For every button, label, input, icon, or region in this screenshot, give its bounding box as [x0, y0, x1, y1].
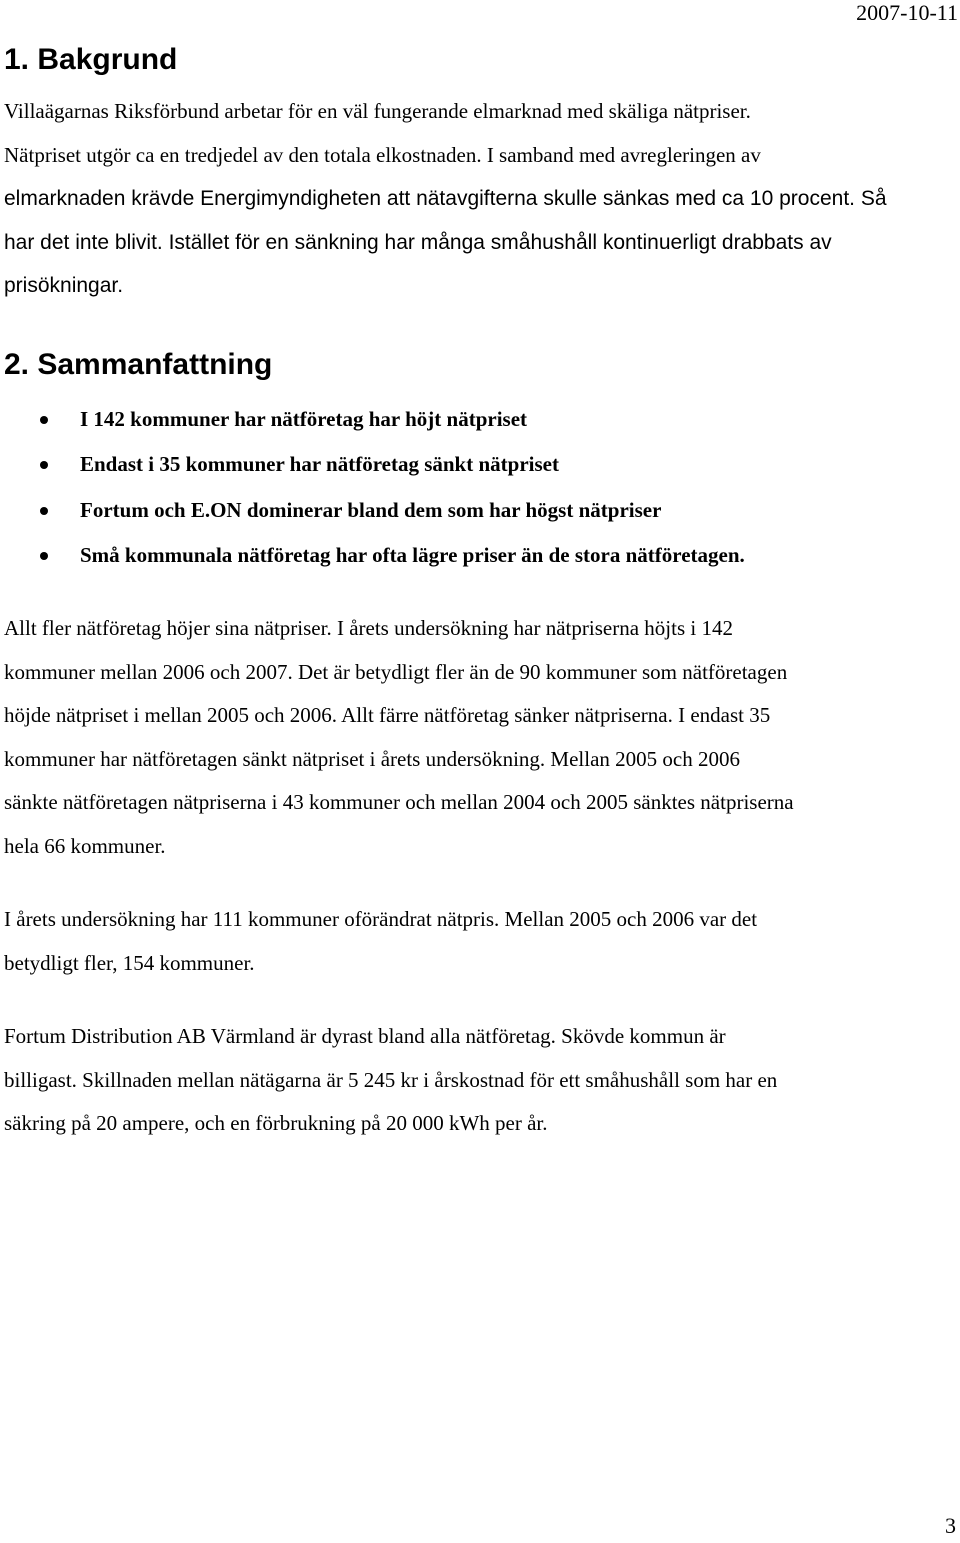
text-line: Fortum Distribution AB Värmland är dyrast bland alla nätföretag. Skövde kommun är	[4, 1024, 726, 1048]
bullet-icon	[40, 552, 48, 560]
text-line: kommuner har nätföretagen sänkt nätpriset i årets undersökning. Mellan 2005 och 2006	[4, 746, 740, 771]
bullet-text: I 142 kommuner har nätföretag har höjt nätpriset	[80, 407, 528, 431]
bullet-icon	[40, 416, 48, 424]
bullet-icon	[40, 507, 48, 515]
text-line: I årets undersökning har 111 kommuner oförändrat nätpris. Mellan 2005 och 2006 var det	[4, 907, 758, 931]
text-line: billigast. Skillnaden mellan nätägarna är 5 245 kr i årskostnad för ett småhushåll som har en	[4, 1067, 778, 1092]
paragraph-unchanged-prices	[4, 898, 960, 985]
text-line: säkring på 20 ampere, och en förbrukning på 20 000 kWh per år.	[4, 1111, 548, 1135]
bullet-text: Endast i 35 kommuner har nätföretag sänkt nätpriset	[80, 452, 559, 477]
list-item	[0, 442, 745, 487]
heading-bakgrund: 1. Bakgrund	[4, 43, 178, 76]
list-item	[0, 488, 745, 533]
text-line: höjde nätpriset i mellan 2005 och 2006. Allt färre nätföretag sänker nätpriserna. I endast 35	[4, 703, 771, 727]
text-line: kommuner mellan 2006 och 2007. Det är betydligt fler än de 90 kommuner som nätföretagen	[4, 659, 788, 684]
paragraph-price-range	[4, 1015, 960, 1146]
text-line: Allt fler nätföretag höjer sina nätpriser. I årets undersökning har nätpriserna höjts i 142	[4, 616, 733, 640]
page-number: 3	[945, 1513, 956, 1538]
heading-sammanfattning: 2. Sammanfattning	[4, 348, 273, 381]
list-item	[0, 397, 745, 442]
paragraph-price-changes	[4, 607, 960, 868]
summary-bullet-list	[0, 397, 745, 578]
text-line: hela 66 kommuner.	[4, 833, 166, 858]
text-line: Villaägarnas Riksförbund arbetar för en väl fungerande elmarknad med skäliga nätpriser.	[4, 99, 751, 123]
document-date: 2007-10-11	[856, 0, 958, 25]
text-line: prisökningar.	[4, 274, 124, 297]
bullet-text: Fortum och E.ON dominerar bland dem som har högst nätpriser	[80, 497, 662, 522]
text-line: betydligt fler, 154 kommuner.	[4, 950, 255, 975]
text-line: Nätpriset utgör ca en tredjedel av den totala elkostnaden. I samband med avregleringen av	[4, 142, 761, 167]
text-line: har det inte blivit. Istället för en sänkning har många småhushåll kontinuerligt drabbats av	[4, 230, 832, 254]
bullet-icon	[40, 461, 48, 469]
paragraph-bakgrund	[4, 90, 960, 308]
text-line: sänkte nätföretagen nätpriserna i 43 kommuner och mellan 2004 och 2005 sänktes nätpriserna	[4, 790, 794, 814]
text-line: elmarknaden krävde Energimyndigheten att nätavgifterna skulle sänkas med ca 10 procent. Så	[4, 187, 887, 210]
bullet-text: Små kommunala nätföretag har ofta lägre priser än de stora nätföretagen.	[80, 542, 745, 567]
list-item	[0, 533, 745, 578]
